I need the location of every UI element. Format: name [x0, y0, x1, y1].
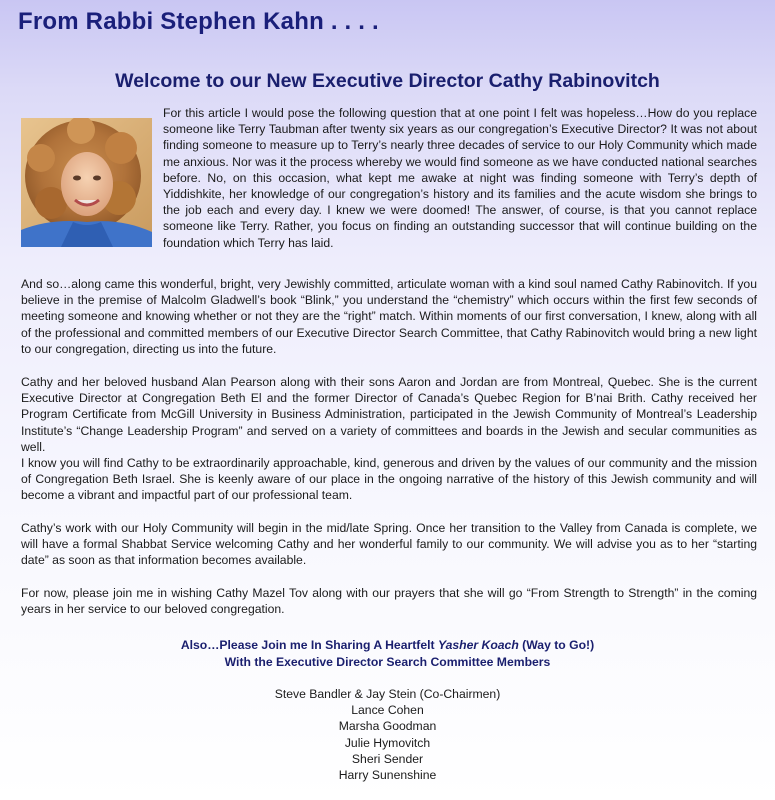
portrait-photo: [21, 118, 152, 247]
body-paragraph-3: I know you will find Cathy to be extraordinarily approachable, kind, generous and driven by the values of our community and the mission of Congregation Beth Israel. She is keenly aware of our place in the ongoing narrative of the history of this Jewish community and will become a vibrant and impactful part of our professional team.: [21, 456, 757, 503]
article-title: Welcome to our New Executive Director Cathy Rabinovitch: [115, 70, 660, 92]
committee-member: Steve Bandler & Jay Stein (Co-Chairmen): [274, 687, 501, 701]
acknowledgement-line-2: With the Executive Director Search Committee Members: [224, 655, 551, 669]
body-paragraph-5: For now, please join me in wishing Cathy Mazel Tov along with our prayers that she will go “From Strength to Strength” in the coming years in her service to our beloved congregation.: [21, 586, 757, 617]
intro-paragraph: For this article I would pose the following question that at one point I felt was hopeless…How do you replace someone like Terry Taubman after twenty six years as our congregation’s Executive Director? It was not about finding someone to measure up to Terry’s nearly three decades of service to our Holy Community which made me anxious. Nor was it the process whereby we would find someone as we have conducted national searches before. No, on this occasion, what kept me awake at night was finding someone with Terry’s depth of Yiddishkite, her knowledge of our congregation’s history and its families and the acute wisdom she brings to the job each and every day. I knew we were doomed! The answer, of course, is that you cannot replace someone like Terry. Rather, you focus on finding an outstanding successor that will continue building on the foundation which Terry has laid.: [163, 106, 757, 250]
acknowledgement-line-1: Also…Please Join me In Sharing A Heartfelt Yasher Koach (Way to Go!): [180, 638, 595, 652]
yasher-koach-phrase: Yasher Koach: [437, 638, 519, 652]
acknowledgement-block: [0, 637, 775, 671]
body-paragraph-1: And so…along came this wonderful, bright, very Jewishly committed, articulate woman with a kind soul named Cathy Rabinovitch. If you believe in the premise of Malcolm Gladwell’s book “Blink,” you understand the “chemistry” which occurs within the first few seconds of meeting someone and knowing whether or not they are the “right” match. Within moments of our first conversation, I knew, along with all of the professional and committed members of our Executive Director Search Committee, that Cathy Rabinovitch would bring a new light to our congregation, directing us into the future.: [21, 277, 757, 356]
newsletter-header: From Rabbi Stephen Kahn . . . .: [18, 8, 379, 35]
committee-member: Julie Hymovitch: [344, 735, 431, 750]
committee-member: Sheri Sender: [351, 751, 424, 766]
committee-members-list: [0, 686, 775, 783]
committee-member: Lance Cohen: [351, 703, 424, 718]
body-paragraph-4: Cathy’s work with our Holy Community will begin in the mid/late Spring. Once her transition to the Valley from Canada is complete, we will have a formal Shabbat Service welcoming Cathy and her wonderful family to our community. We will advise you as to her “starting date” as soon as that information becomes available.: [21, 521, 757, 568]
committee-member: Harry Sunenshine: [338, 768, 437, 783]
body-paragraph-2: Cathy and her beloved husband Alan Pearson along with their sons Aaron and Jordan are from Montreal, Quebec. She is the current Executive Director at Congregation Beth El and the former Director of Canada’s Quebec Region for B’nai Brith. Cathy received her Program Certificate from McGill University in Business Administration, participated in the Jewish Community of Montreal’s Leadership Institute’s “Change Leadership Program” and served on a variety of committees and boards in the Jewish and secular communities as well.: [21, 375, 757, 454]
committee-member: Marsha Goodman: [338, 719, 437, 734]
